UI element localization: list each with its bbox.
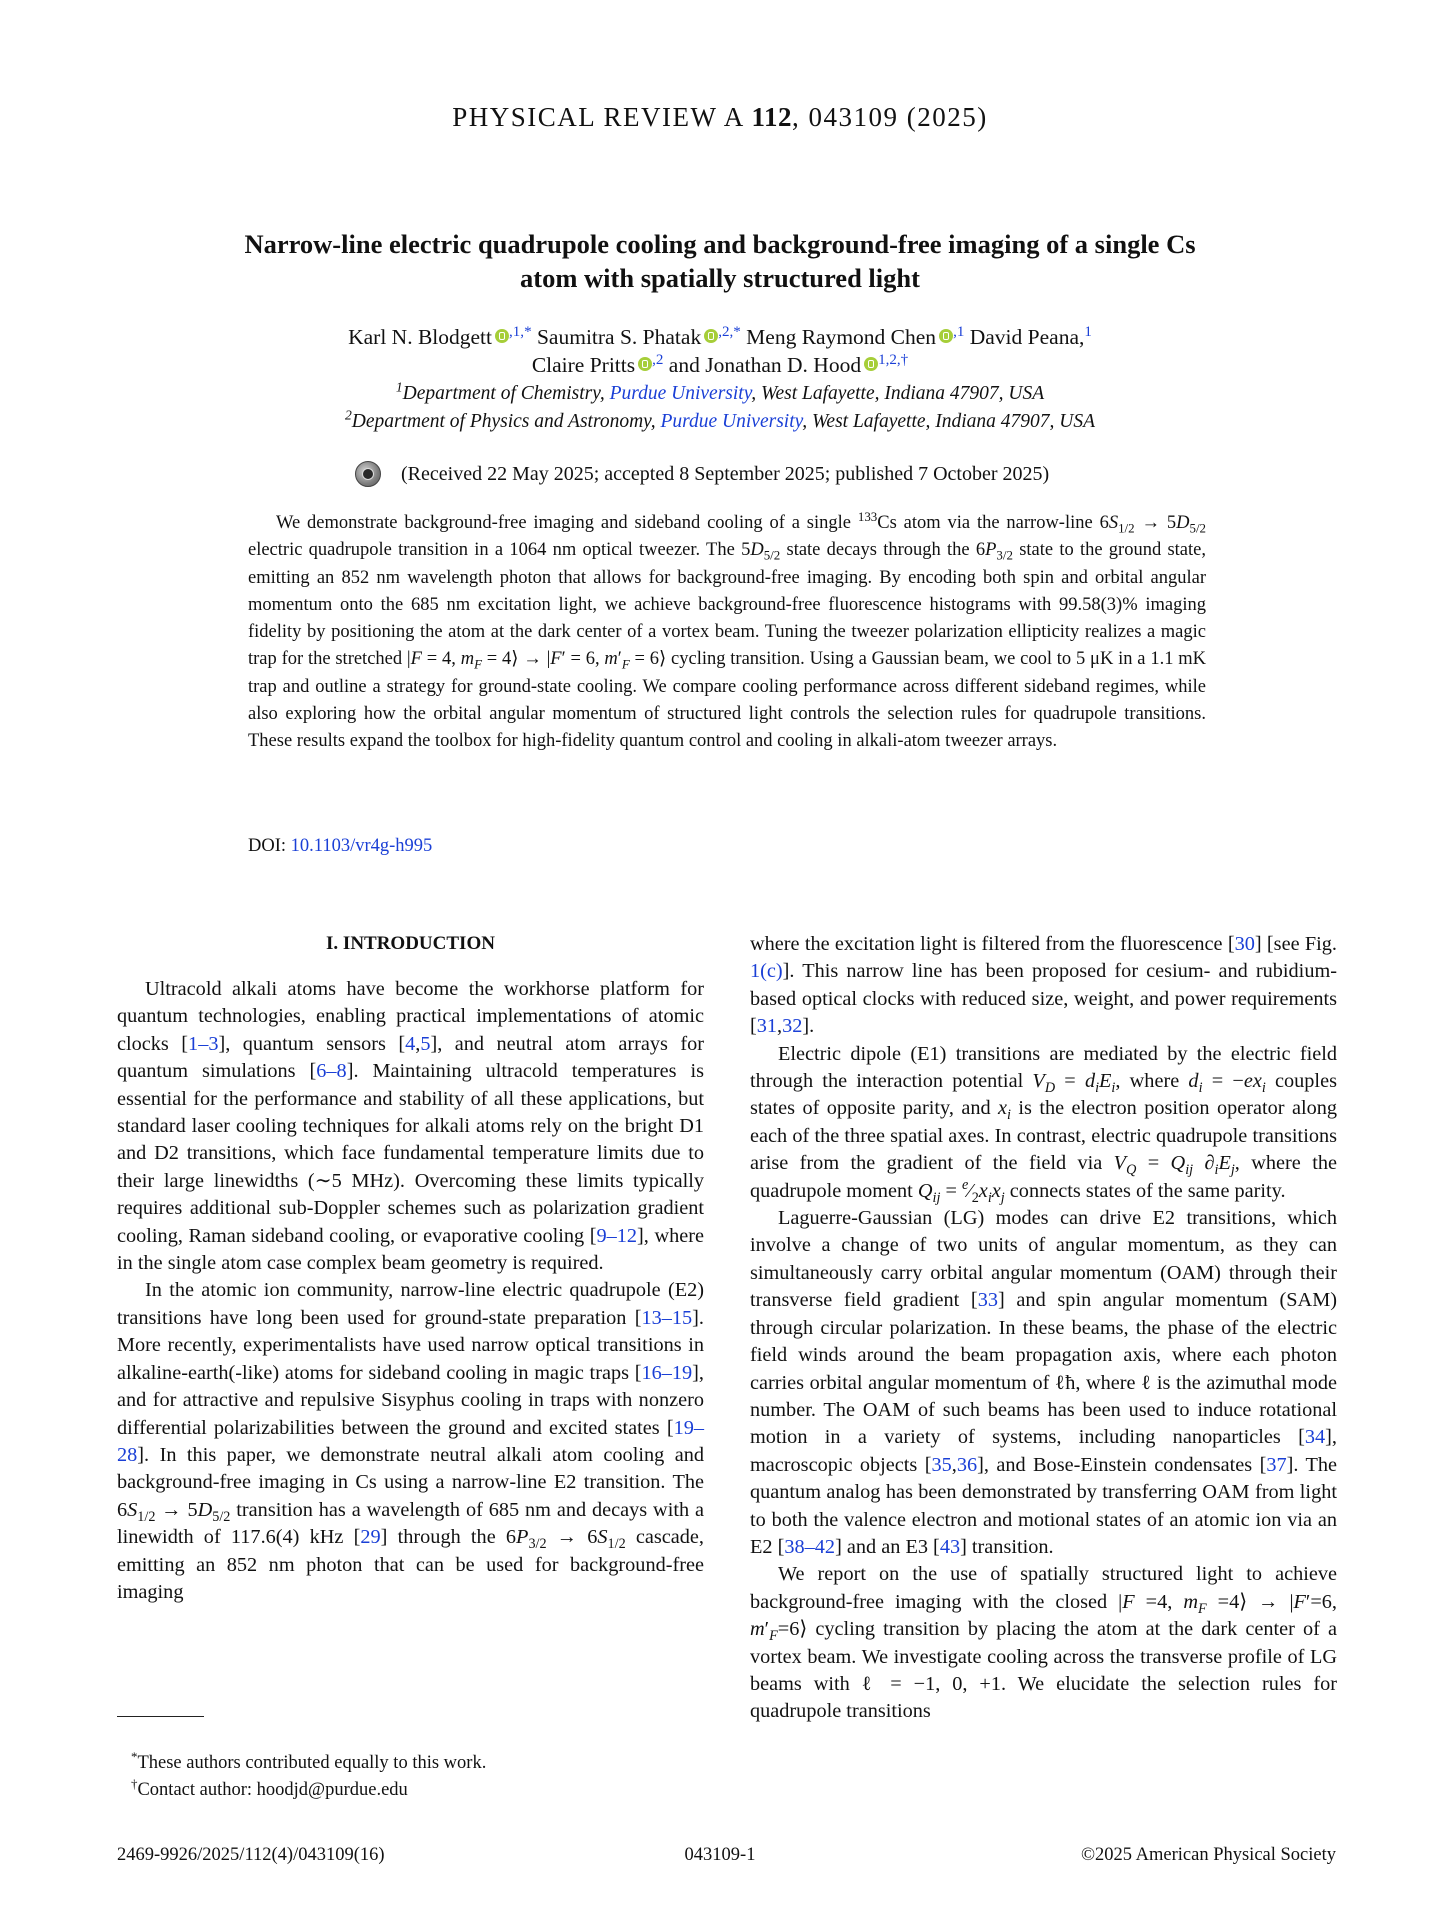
footer-issn: 2469-9926/2025/112(4)/043109(16) bbox=[117, 1845, 385, 1865]
author-affiliation-mark[interactable]: ,1 bbox=[953, 323, 965, 340]
orcid-icon[interactable] bbox=[864, 357, 878, 371]
check-for-updates-icon[interactable] bbox=[355, 461, 381, 487]
right-column bbox=[750, 931, 1337, 1726]
orcid-icon[interactable] bbox=[939, 329, 953, 343]
university-link[interactable]: Purdue University bbox=[660, 411, 803, 432]
author-name[interactable]: David Peana bbox=[969, 325, 1079, 349]
doi-link[interactable]: 10.1103/vr4g-h995 bbox=[290, 836, 433, 856]
volume-number: 112 bbox=[751, 102, 793, 132]
author-name[interactable]: Saumitra S. Phatak bbox=[536, 325, 702, 349]
footer-page-number: 043109-1 bbox=[684, 1845, 756, 1865]
footnote: †Contact author: hoodjd@purdue.edu bbox=[131, 1775, 408, 1800]
author-name[interactable]: Karl N. Blodgett bbox=[348, 325, 493, 349]
paragraph: Electric dipole (E1) transitions are mediated by the electric field through the interaction potential $V_D = d_iE_i$, where $d_i = -ex_i$ couples states of opposite parity, and $x_i$ is the electron position operator along each of the three spatial axes. In contrast, electric quadrupole transitions arise from the gradient of the field via $V_Q = Q_{ij}$ $\partial_iE_j$, where the quadrupole moment $Q_{ij}$ = $^e⁄_2x_ix_j$ connects states of the same parity. bbox=[750, 1042, 1337, 1206]
author-affiliation-mark[interactable]: ,2 bbox=[652, 351, 664, 368]
university-link[interactable]: Purdue University bbox=[609, 383, 752, 404]
title-line-1: Narrow-line electric quadrupole cooling and background-free imaging of a single Cs bbox=[244, 229, 1196, 259]
title-line-2: atom with spatially structured light bbox=[520, 263, 920, 293]
paragraph: Ultracold alkali atoms have become the workhorse platform for quantum technologies, enabling practical implementations of atomic clocks [1–3], quantum sensors [4,5], and neutral atom arrays for quantum simulations [6–8]. Maintaining ultracold temperatures is essential for the performance and stability of all these applications, but standard laser cooling techniques for alkali atoms rely on the bright D1 and D2 transitions, which face fundamental temperature limits due to their large linewidths (∼5 MHz). Overcoming these limits typically requires additional sub-Doppler schemes such as polarization gradient cooling, Raman sideband cooling, or evaporative cooling [9–12], where in the single atom case complex beam geometry is required. bbox=[117, 978, 705, 1275]
author-line-2 bbox=[140, 351, 1300, 379]
affiliation-2: $^2$Department of Physics and Astronomy, Purdue University, West Lafayette, Indiana 47907, USA bbox=[344, 407, 1096, 432]
publication-dates bbox=[355, 461, 1049, 487]
author-name[interactable]: Jonathan D. Hood bbox=[705, 353, 862, 377]
footnote-divider bbox=[117, 1716, 204, 1717]
dates-text: (Received 22 May 2025; accepted 8 September 2025; published 7 October 2025) bbox=[401, 462, 1050, 485]
author-affiliation-mark[interactable]: ,1,* bbox=[509, 323, 532, 340]
left-column bbox=[117, 976, 704, 1606]
orcid-icon[interactable] bbox=[638, 357, 652, 371]
paper-title bbox=[180, 227, 1260, 295]
paragraph: Laguerre-Gaussian (LG) modes can drive E2 transitions, which involve a change of two units of angular momentum, as they can simultaneously carry orbital angular momentum (OAM) through their transverse field gradient [33] and spin angular momentum (SAM) through circular polarization. In these beams, the phase of the electric field winds around the beam propagation axis, where each photon carries orbital angular momentum of ℓħ, where ℓ is the azimuthal mode number. The OAM of such beams has been used to induce rotational motion in a variety of systems, including nanoparticles [34], macroscopic objects [35,36], and Bose-Einstein condensates [37]. The quantum analog has been demonstrated by transferring OAM from light to both the valence electron and motional states of an atomic ion via an E2 [38–42] and an E3 [43] transition. bbox=[750, 1207, 1338, 1558]
footnote: *These authors contributed equally to this work. bbox=[131, 1748, 487, 1773]
author-line-1: Karl N. Blodgett $^{,1,*}$ Saumitra S. Phatak $^{,2,*}$ Meng Raymond Chen $^{,1}$ David Peana,$^1$ bbox=[348, 323, 1092, 349]
paragraph: We report on the use of spatially structured light to achieve background-free imaging with the closed |F =4, $m_F$ =4⟩ → |F′=6, $m'_F=6⟩$ cycling transition by placing the atom at the dark center of a vortex beam. We investigate cooling across the transverse profile of LG beams with ℓ = −1, 0, +1. We elucidate the selection rules for quadrupole transitions bbox=[750, 1563, 1337, 1723]
author-list bbox=[140, 323, 1300, 379]
author-affiliation-mark[interactable]: 1 bbox=[1084, 323, 1092, 340]
author-name[interactable]: Meng Raymond Chen bbox=[746, 325, 937, 349]
footnotes bbox=[117, 1750, 704, 1804]
affiliation-1: $^1$Department of Chemistry, Purdue University, West Lafayette, Indiana 47907, USA bbox=[395, 379, 1045, 404]
author-affiliation-mark[interactable]: 1,2,† bbox=[878, 351, 909, 368]
paragraph: In the atomic ion community, narrow-line electric quadrupole (E2) transitions have long been used for ground-state preparation [13–15]. More recently, experimentalists have used narrow optical transitions in alkaline-earth(-like) atoms for sideband cooling in magic traps [16–19], and for attractive and repulsive Sisyphus cooling in traps with nonzero differential polarizabilities between the ground and excited states [19–28]. In this paper, we demonstrate neutral alkali atom cooling and background-free imaging in Cs using a narrow-line E2 transition. The $6S_{1/2} \to 5D_{5/2}$ transition has a wavelength of 685 nm and decays with a linewidth of 117.6(4) kHz [29] through the $6P_{3/2} \to 6S_{1/2}$ cascade, emitting an 852 nm photon that can be used for background-free imaging bbox=[117, 1279, 705, 1603]
doi-line: DOI: 10.1103/vr4g-h995 bbox=[248, 836, 433, 856]
author-conjunction: and bbox=[668, 353, 700, 377]
paragraph: where the excitation light is filtered from the fluorescence [30] [see Fig. 1(c)]. This narrow line has been proposed for cesium- and rubidium-based optical clocks with reduced size, weight, and power requirements [31,32]. bbox=[750, 933, 1337, 1038]
author-name[interactable]: Claire Pritts bbox=[531, 353, 636, 377]
author-affiliation-mark[interactable]: ,2,* bbox=[718, 323, 741, 340]
orcid-icon[interactable] bbox=[495, 329, 509, 343]
abstract: We demonstrate background-free imaging and sideband cooling of a single $^{133}$Cs atom via the narrow-line $6S_{1/2} \to 5D_{5/2}$ electric quadrupole transition in a 1064 nm optical tweezer. The $5D_{5/2}$ state decays through the $6P_{3/2}$ state to the ground state, emitting an 852 nm wavelength photon that allows for background-free imaging. By encoding both spin and orbital angular momentum onto the 685 nm excitation light, we achieve background-free fluorescence histograms with 99.58(3)% imaging fidelity by positioning the atom at the dark center of a vortex beam. Tuning the tweezer polarization ellipticity realizes a magic trap for the stretched |F = 4, $m_F$ = 4⟩ → |F′ = 6, $m'_F$ = 6⟩ cycling transition. Using a Gaussian beam, we cool to 5 μK in a 1.1 mK trap and outline a strategy for ground-state cooling. We compare cooling performance across different sideband regimes, while also exploring how the orbital angular momentum of structured light controls the selection rules for quadrupole transitions. These results expand the toolbox for high-fidelity quantum control and cooling in alkali-atom tweezer arrays. bbox=[248, 508, 1207, 752]
journal-name: PHYSICAL REVIEW A bbox=[452, 102, 744, 132]
running-head bbox=[0, 102, 1440, 133]
orcid-icon[interactable] bbox=[704, 329, 718, 343]
article-citation: , 043109 (2025) bbox=[792, 102, 988, 132]
footer-copyright: ©2025 American Physical Society bbox=[1080, 1845, 1336, 1865]
section-heading: I. INTRODUCTION bbox=[326, 933, 495, 954]
